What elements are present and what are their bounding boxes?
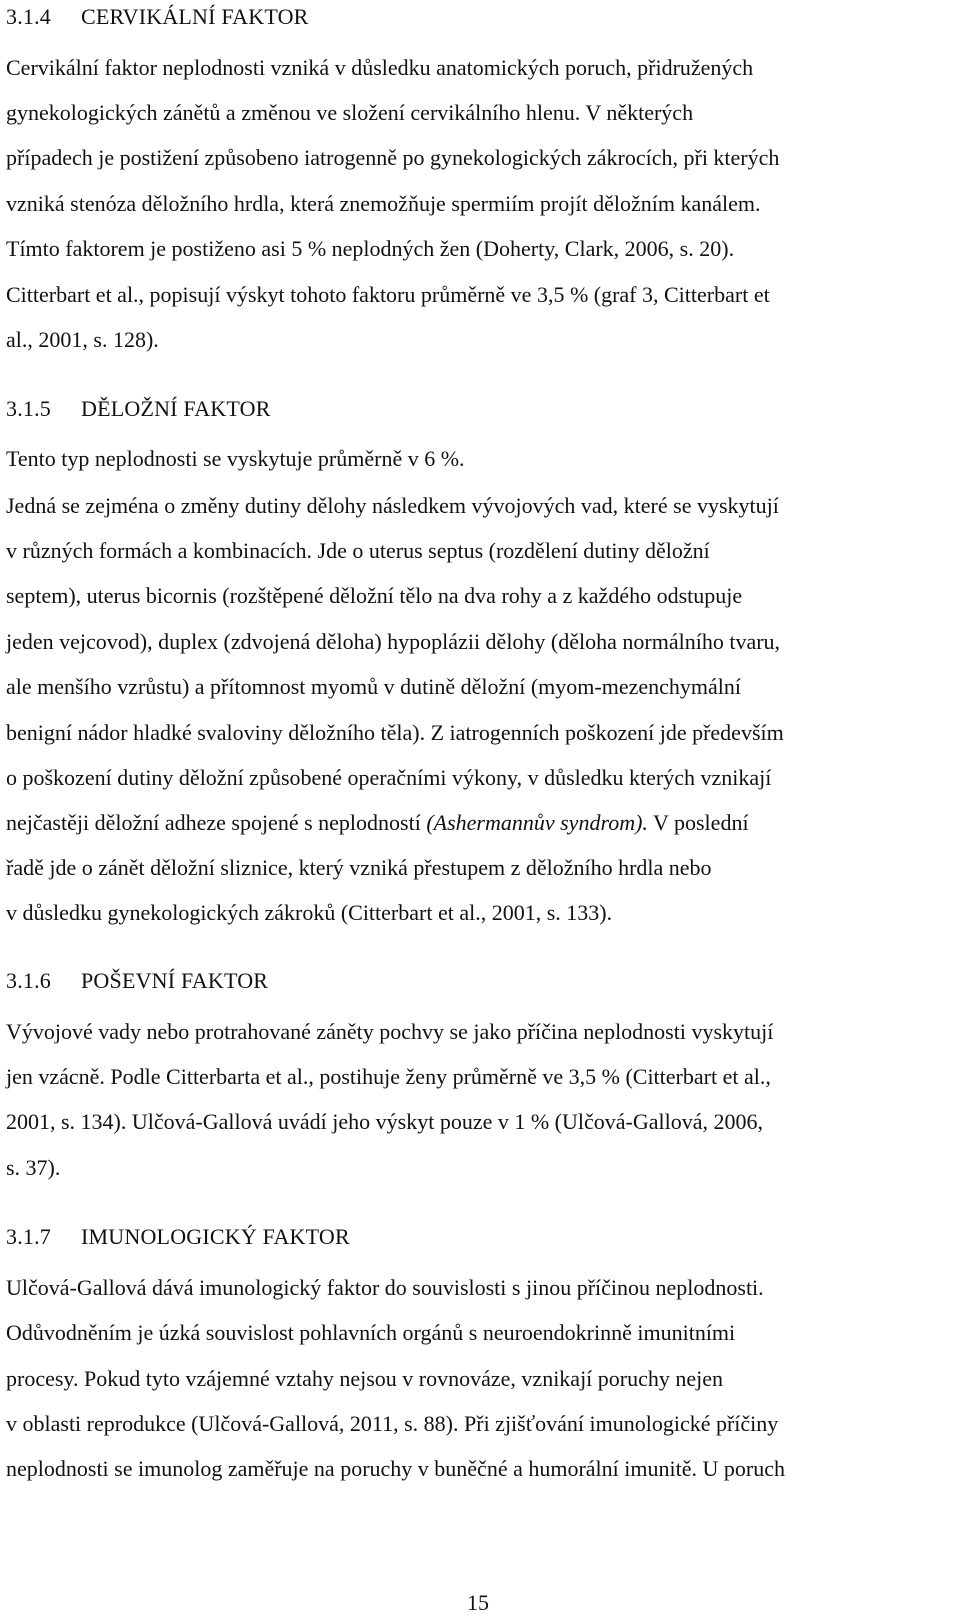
document-page: 3.1.4 CERVIKÁLNÍ FAKTOR Cervikální faktor neplodnosti vzniká v důsledku anatomických poruch, přidružených gynekologických zánětů a změnou ve složení cervikálního hlenu. V některých případech je postižení způsobeno iatrogenně po gynekologických zákrocích, při kterých vzniká stenóza děložního hrdla, která znemožňuje spermiím projít děložním kanálem. Tímto faktorem je postiženo asi 5 % neplodných žen (Doherty, Clark, 2006, s. 20). Citterbart et al., popisují výskyt tohoto faktoru průměrně ve 3,5 % (graf 3, Citterbart et al., 2001, s. 128). 3.1.5 DĚLOŽNÍ FAKTOR Tento typ neplodnosti se vyskytuje průměrně v 6 %. Jedná se zejména o změny dutiny dělohy následkem vývojových vad, které se vyskytují v různých formách a kombinacích. Jde o uterus septus (rozdělení dutiny děložní septem), uterus bicornis (rozštěpené děložní tělo na dva rohy a z každého odstupuje jeden vejcovod), duplex (zdvojená děloha) hypoplázii dělohy (děloha normálního tvaru, ale menšího vzrůstu) a přítomnost myomů v dutině děložní (myom-mezenchymální benigní nádor hladké svaloviny děložního těla). Z iatrogenních poškození jde především o poškození dutiny děložní způsobené operačními výkony, v důsledku kterých vznikají nejčastěji děložní adheze spojené s neplodností (Ashermannův syndrom). V poslední řadě jde o zánět děložní sliznice, který vzniká přestupem z děložního hrdla nebo v důsledku gynekologických zákroků (Citterbart et al., 2001, s. 133). 3.1.6 POŠEVNÍ FAKTOR Vývojové vady nebo protrahované záněty pochvy se jako příčina neplodnosti vyskytují jen vzácně. Podle Citterbarta et al., postihuje ženy průměrně ve 3,5 % (Citterbart et al., 2001, s. 134). Ulčová-Gallová uvádí jeho výskyt pouze v 1 % (Ulčová-Gallová, 2006, s. 37). 3.1.7 IMUNOLOGICKÝ FAKTOR Ulčová-Gallová dává imunologický faktor do souvislosti s jinou příčinou neplodnosti. Odůvodněním je úzká souvislost pohlavních orgánů s neuroendokrinně imunitními procesy. Pokud tyto vzájemné vztahy nejsou v rovnováze, vznikají poruchy nejen v oblasti reprodukce (Ulčová-Gallová, 2011, s. 88). Při zjišťování imunologické příčiny neplodnosti se imunolog zaměřuje na poruchy v buněčné a humorální imunitě. U poruch 15 [6, 4, 785, 1615]
section-number: 3.1.5 [6, 396, 51, 421]
section-number: 3.1.6 [6, 968, 51, 993]
section-number: 3.1.4 [6, 4, 51, 29]
section-heading-immunological [6, 1224, 350, 1250]
page-number: 15 [467, 1590, 489, 1615]
section-title: POŠEVNÍ FAKTOR [81, 968, 269, 993]
section-title: CERVIKÁLNÍ FAKTOR [81, 4, 309, 29]
section-heading-uterine [6, 396, 271, 422]
section-heading-vaginal [6, 968, 268, 994]
section-title: DĚLOŽNÍ FAKTOR [81, 396, 271, 421]
section-heading-cervical [6, 4, 309, 30]
italic-term: (Ashermannův syndrom). [426, 810, 648, 835]
text-run: nejčastěji děložní adheze spojené s neplodností [6, 810, 427, 835]
section-number: 3.1.7 [6, 1224, 51, 1249]
text-run: V poslední [647, 810, 749, 835]
section-title: IMUNOLOGICKÝ FAKTOR [81, 1224, 350, 1249]
